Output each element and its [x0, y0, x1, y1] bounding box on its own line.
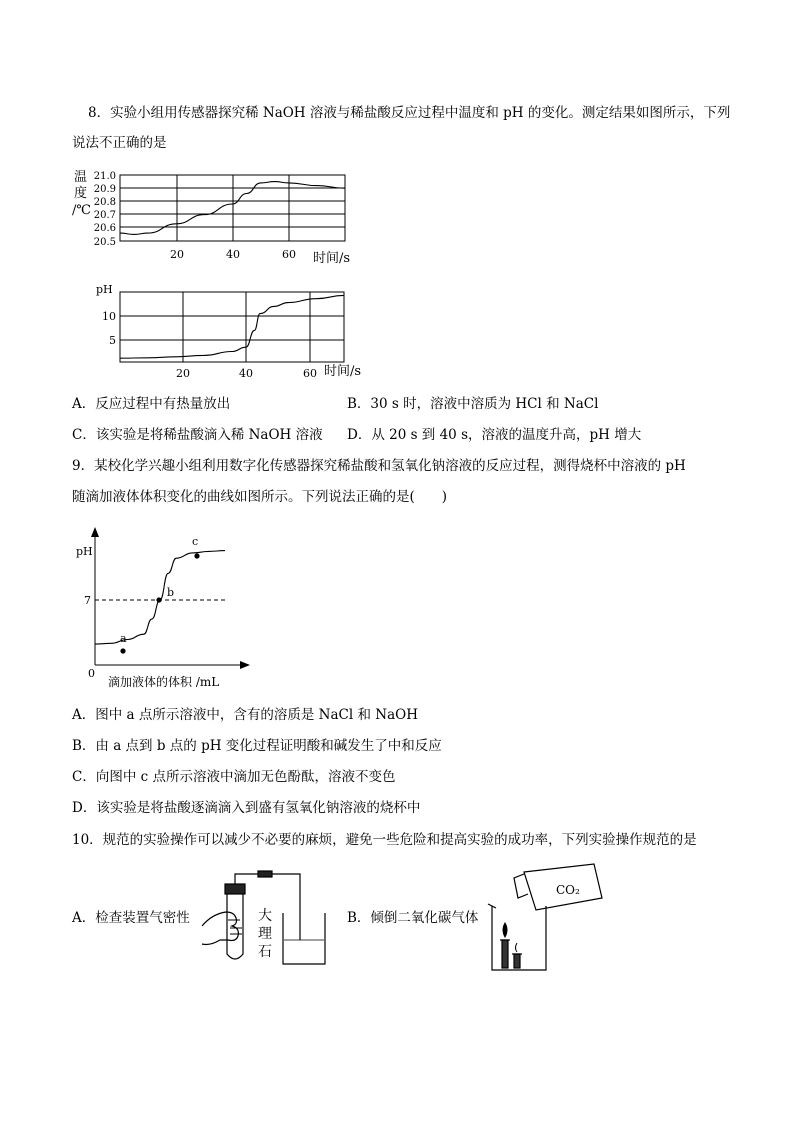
q9-option-a[interactable]: A．图中 a 点所示溶液中，含有的溶质是 NaCl 和 NaOH	[72, 707, 418, 723]
q9-curve	[95, 551, 225, 645]
q9-option-c[interactable]: C．向图中 c 点所示溶液中滴加无色酚酞，溶液不变色	[72, 769, 396, 785]
q10-stem: 10．规范的实验操作可以减少不必要的麻烦，避免一些危险和提高实验的成功率，下列实验操作规范的是	[72, 832, 697, 848]
pouring-co2-illustration	[484, 860, 614, 975]
temp-ytick: 20.6	[93, 223, 116, 234]
q9-stem-line2: 随滴加液体体积变化的曲线如图所示。下列说法正确的是( )	[72, 489, 448, 505]
q8-stem-line2: 说法不正确的是	[72, 135, 167, 151]
q8-option-c[interactable]: C．该实验是将稀盐酸滴入稀 NaOH 溶液	[72, 427, 323, 443]
airtightness-apparatus-illustration	[200, 868, 330, 968]
ph-ytick: 10	[102, 310, 116, 323]
q9-y7-label: 7	[84, 594, 91, 607]
apparatus-label-3: 石	[258, 944, 272, 960]
q9-ylabel: pH	[76, 545, 93, 558]
apparatus-label-1: 大	[258, 908, 272, 924]
temp-xtick: 20	[170, 248, 184, 261]
q9-option-d[interactable]: D．该实验是将盐酸逐滴滴入到盛有氢氧化钠溶液的烧杯中	[72, 800, 421, 816]
temp-ytick: 20.8	[93, 197, 116, 208]
ph-ylabel: pH	[96, 283, 113, 296]
ph-xtick: 40	[239, 367, 253, 380]
temp-ytick: 20.7	[93, 210, 116, 221]
q9-xlabel: 滴加液体的体积 /mL	[108, 675, 220, 689]
q9-point-a	[120, 648, 125, 653]
apparatus-label-2: 理	[258, 926, 272, 942]
ph-xtick: 20	[176, 367, 190, 380]
q10-option-a[interactable]: A．检查装置气密性	[72, 910, 190, 926]
ph-xlabel: 时间/s	[324, 364, 362, 379]
temp-xlabel: 时间/s	[313, 251, 351, 266]
co2-label: CO₂	[556, 883, 580, 897]
temp-ytick: 21.0	[93, 171, 116, 182]
ph-chart	[88, 282, 378, 382]
q8-stem-line1: 8．实验小组用传感器探究稀 NaOH 溶液与稀盐酸反应过程中温度和 pH 的变化。测定结果如图所示，下列	[88, 105, 731, 121]
temperature-chart	[68, 164, 368, 270]
q9-label-c: c	[192, 535, 199, 548]
q9-option-b[interactable]: B．由 a 点到 b 点的 pH 变化过程证明酸和碱发生了中和反应	[72, 738, 442, 754]
q9-ph-chart	[70, 525, 260, 690]
q10-option-b[interactable]: B．倾倒二氧化碳气体	[347, 910, 479, 926]
q8-option-b[interactable]: B．30 s 时，溶液中溶质为 HCl 和 NaCl	[347, 396, 599, 412]
temp-xtick: 60	[282, 248, 296, 261]
q9-stem-line1: 9．某校化学兴趣小组利用数字化传感器探究稀盐酸和氢氧化钠溶液的反应过程，测得烧杯中溶液的 pH	[72, 458, 686, 474]
temp-ytick: 20.9	[93, 184, 116, 195]
q9-point-b	[156, 597, 161, 602]
q9-point-c	[194, 553, 199, 558]
temp-ylabel-3: /℃	[72, 203, 91, 218]
temp-ylabel-1: 温	[74, 170, 88, 185]
q8-option-d[interactable]: D．从 20 s 到 40 s，溶液的温度升高，pH 增大	[347, 427, 642, 443]
q9-origin-label: 0	[88, 667, 95, 680]
q8-option-a[interactable]: A．反应过程中有热量放出	[72, 396, 231, 412]
temp-xtick: 40	[226, 248, 240, 261]
ph-ytick: 5	[109, 334, 116, 347]
q9-label-a: a	[120, 632, 127, 645]
q9-label-b: b	[167, 586, 175, 599]
temp-ytick: 20.5	[93, 237, 116, 248]
temp-ylabel-2: 度	[74, 186, 88, 201]
ph-xtick: 60	[303, 367, 317, 380]
